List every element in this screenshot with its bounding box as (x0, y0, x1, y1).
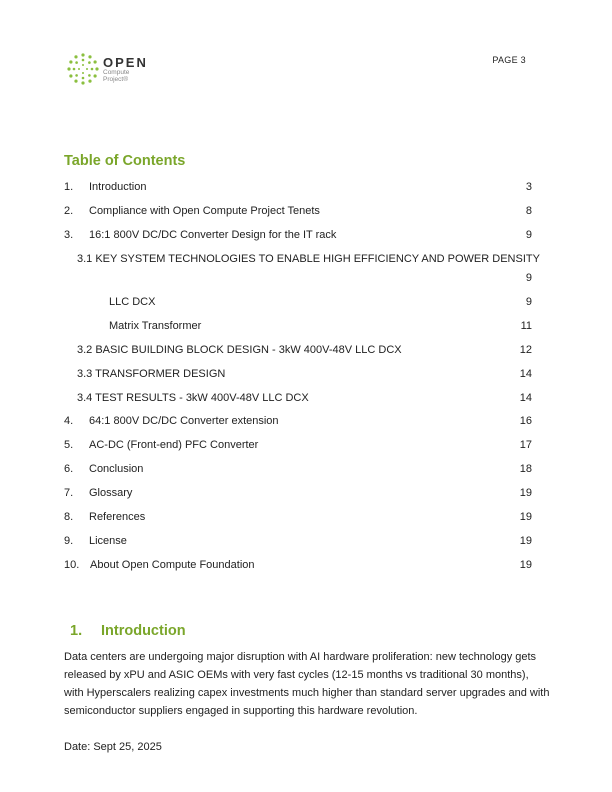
toc-entry-label: License (89, 535, 127, 547)
toc-entry-label: 3.4 TEST RESULTS - 3kW 400V-48V LLC DCX (77, 392, 309, 404)
toc-entry-label: Conclusion (89, 463, 144, 475)
logo-subtext-2: Project® (103, 76, 129, 83)
toc-entry-page: 19 (519, 559, 532, 571)
toc-entry-number: 6. (64, 463, 74, 475)
ocp-logo (66, 52, 176, 92)
toc-entry-number: 10. (64, 559, 80, 571)
toc-entry-number: 2. (64, 205, 74, 217)
toc-entry-page: 12 (519, 344, 532, 356)
toc-entry-label: Introduction (89, 181, 147, 193)
toc-entry-number: 9. (64, 535, 74, 547)
toc-entry-page: 8 (525, 205, 532, 217)
toc-entry-page: 9 (525, 296, 532, 308)
toc-entry-label: 3.3 TRANSFORMER DESIGN (77, 368, 226, 380)
section-heading-introduction (70, 623, 186, 639)
toc-entry-page: 11 (520, 320, 532, 332)
intro-paragraph: Data centers are undergoing major disruption with AI hardware proliferation: new technology gets released by xPU and ASIC OEMs with very fast cycles (12-15 months vs traditional 30 months), with Hyperscalers realizing capex investments much higher than standard server upgrades and with semiconductor suppliers engaged in supporting this hardware revolution. (64, 651, 550, 717)
toc-entry-label: Compliance with Open Compute Project Tenets (89, 205, 320, 217)
toc-entry-label: About Open Compute Foundation (90, 559, 255, 571)
toc-entry-page: 9 (525, 272, 532, 284)
toc-entry-page: 18 (519, 463, 532, 475)
ocp-logo-icon (66, 52, 100, 86)
toc-entry-label: LLC DCX (109, 296, 156, 308)
toc-entry-label: References (89, 511, 146, 523)
toc-entry-page: 19 (519, 535, 532, 547)
toc-entry-number: 7. (64, 487, 74, 499)
logo-brand-text: OPEN (103, 55, 148, 70)
toc-entry-label: 64:1 800V DC/DC Converter extension (89, 415, 279, 427)
toc-entry-number: 3. (64, 229, 74, 241)
toc-entry-number: 5. (64, 439, 74, 451)
toc-entry-page: 14 (519, 392, 532, 404)
toc-entry-number: 1. (64, 181, 74, 193)
toc-entry-page: 17 (519, 439, 532, 451)
footer-date: Date: Sept 25, 2025 (64, 741, 162, 753)
section-title: Introduction (101, 623, 186, 639)
toc-entry-label: AC-DC (Front-end) PFC Converter (89, 439, 259, 451)
toc-entry-number: 8. (64, 511, 74, 523)
toc-entry-label: Matrix Transformer (109, 320, 202, 332)
toc-entry-page: 19 (519, 487, 532, 499)
toc-entry-number: 4. (64, 415, 74, 427)
section-number: 1. (70, 623, 83, 639)
toc-title: Table of Contents (64, 153, 186, 169)
logo-subtext-1: Compute (103, 69, 130, 76)
toc-entry-label: Glossary (89, 487, 133, 499)
toc-entry-page: 14 (519, 368, 532, 380)
toc-entry-page: 9 (525, 229, 532, 241)
toc-entry-page: 19 (519, 511, 532, 523)
toc-entry-label: 3.2 BASIC BUILDING BLOCK DESIGN - 3kW 400V-48V LLC DCX (77, 344, 402, 356)
page-number: PAGE 3 (492, 55, 526, 65)
toc-entry-label: 3.1 KEY SYSTEM TECHNOLOGIES TO ENABLE HIGH EFFICIENCY AND POWER DENSITY (77, 253, 540, 265)
toc-entry-label: 16:1 800V DC/DC Converter Design for the IT rack (89, 229, 337, 241)
toc-entry-page: 3 (525, 181, 532, 193)
toc-entry-page: 16 (519, 415, 532, 427)
